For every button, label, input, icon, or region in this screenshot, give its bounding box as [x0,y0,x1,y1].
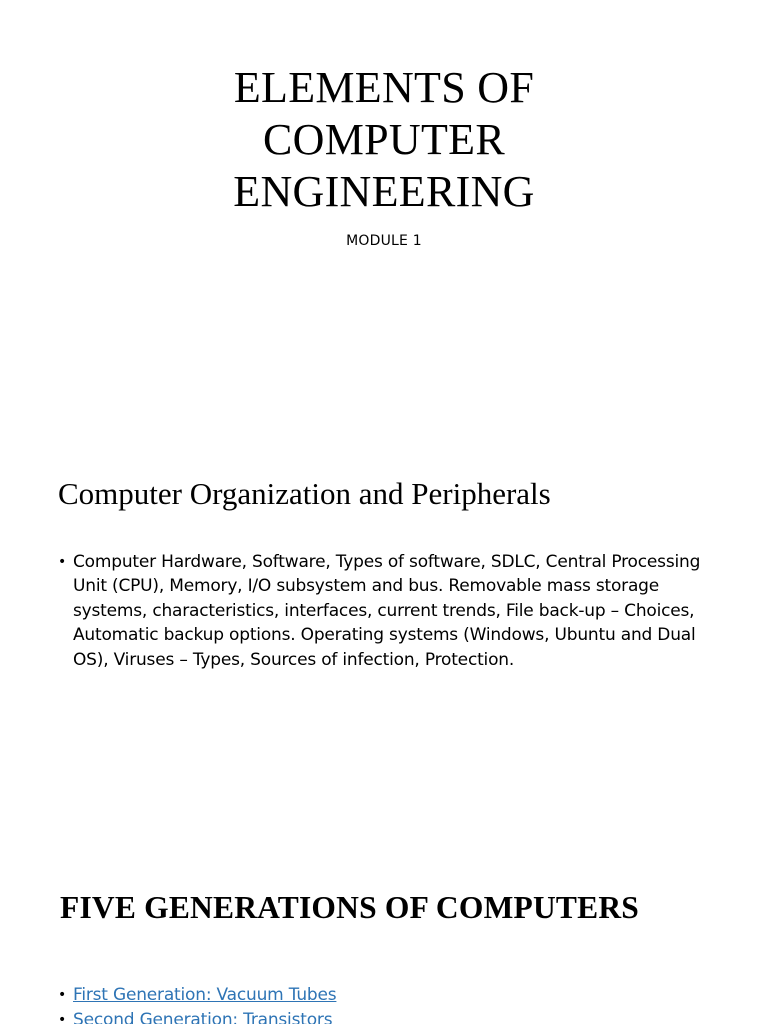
second-generation-link[interactable]: Second Generation: Transistors [73,1009,333,1024]
main-title [0,62,768,218]
module-subtitle: MODULE 1 [346,233,422,249]
organization-bullet-list [58,550,708,672]
organization-bullet-item [58,550,708,672]
bullet-icon: • [58,987,67,1003]
section-heading-organization: Computer Organization and Peripherals [58,476,551,511]
main-title-line: ENGINEERING [233,167,535,216]
generations-link-list [58,983,708,1024]
main-title-line: ELEMENTS OF [233,63,535,112]
bullet-icon: • [58,554,67,570]
title-slide [0,62,768,250]
bullet-icon: • [58,1011,67,1024]
section-heading-generations: FIVE GENERATIONS OF COMPUTERS [60,890,639,925]
main-title-line: COMPUTER [263,115,505,164]
first-generation-link[interactable]: First Generation: Vacuum Tubes [73,985,337,1005]
organization-bullet-text: Computer Hardware, Software, Types of software, SDLC, Central Processing Unit (CPU), Memory, I/O subsystem and bus. Removable mass storage systems, characteristics, interfaces, current trends, File back-up – Choices, Automatic backup options. Operating systems (Windows, Ubuntu and Dual OS), Viruses – Types, Sources of infection, Protection. [73,552,701,670]
generation-list-item [58,983,708,1008]
generation-list-item [58,1008,708,1024]
